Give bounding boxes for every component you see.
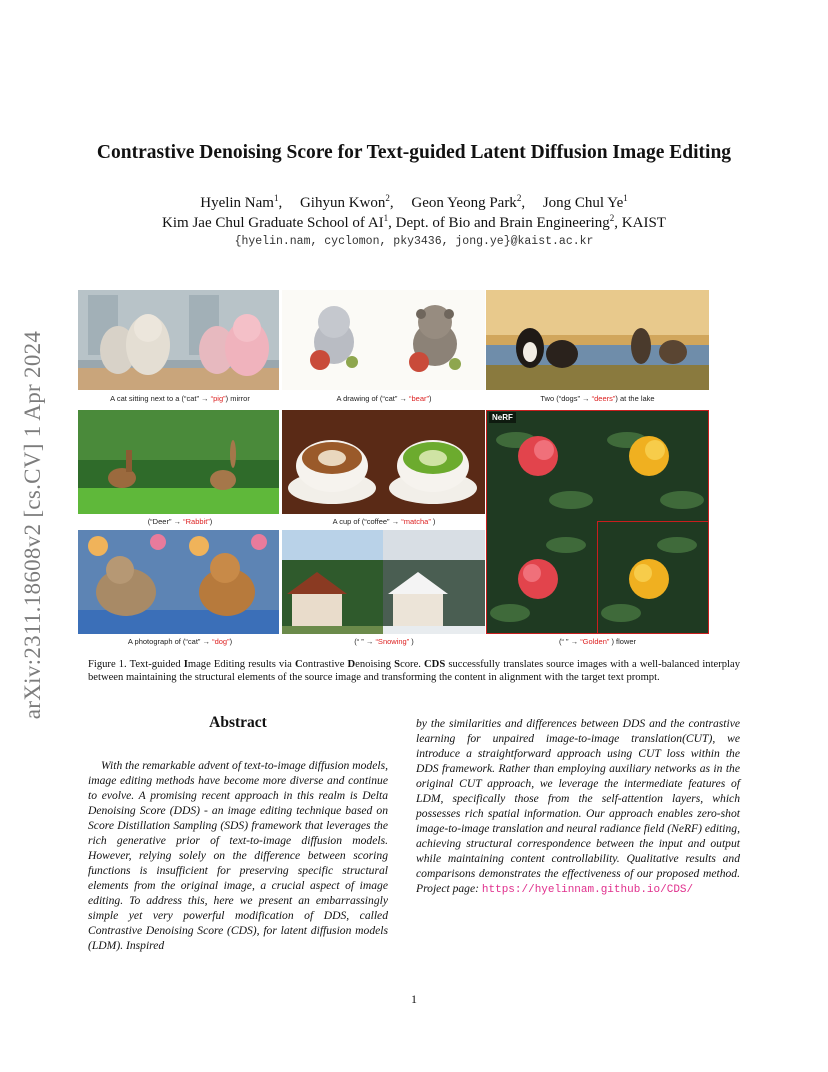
arxiv-stamp <box>8 290 58 760</box>
image-deer-source <box>78 410 180 514</box>
image-bear-drawing-edited <box>383 290 485 390</box>
image-dogs-lake-source <box>486 290 598 390</box>
figure-1 <box>78 290 709 650</box>
author: Jong Chul Ye$^1$ <box>542 193 628 211</box>
abstract-right-column: by the similarities and differences between DDS and the contrastive learning for unpaired image-to-image translation(CUT), we introduce a straightforward approach using CUT loss within the DDS framework. Rather than employing auxiliary networks as in the original CUT approach, we leverage the intermediate features of LDM, specifically those from the self-attention layers, which possesses rich spatial information. Our approach enables zero-shot image-to-image translation and neural radiance field (NeRF) editing, achieving structural correspondence between the input and output while maintaining content controllability. Qualitative results and comparisons demonstrates the effectiveness of our proposed method. Project page: https://hyelinnam.github.io/CDS/ <box>416 717 740 896</box>
abstract-left-column: With the remarkable advent of text-to-image diffusion models, image editing methods have become more diverse and continue to evolve. A promising recent approach in this realm is Delta Denoising Score (DDS) - an image editing technique based on Score Distillation Sampling (SDS) framework that leverages the rich generative prior of text-to-image diffusion models. However, relying solely on the difference between scoring functions is insufficient for preserving specific structural elements from the original image, a crucial aspect of image editing. To address this, here we present an embarrassingly simple yet very powerful modification of DDS, called Contrastive Denoising Score (CDS), for latent diffusion models (LDM). Inspired <box>88 759 388 952</box>
image-pig-edited <box>179 290 279 390</box>
caption-golden-flower: (“ ” → “Golden” ) flower <box>558 637 637 646</box>
nerf-badge: NeRF <box>489 412 516 423</box>
caption-dogs-deers: Two (“dogs” → “deers”) at the lake <box>540 394 655 403</box>
abstract-heading: Abstract <box>209 714 267 731</box>
paper-title: Contrastive Denoising Score for Text-guided Latent Diffusion Image Editing <box>96 142 732 163</box>
page-number: 1 <box>411 992 417 1006</box>
author-list <box>0 193 828 212</box>
image-matcha-edited <box>383 410 485 514</box>
caption-snowing: (“ ” → “Snowing” ) <box>354 637 414 646</box>
author-emails: {hyelin.nam, cyclomon, pky3436, jong.ye}@kaist.ac.kr <box>234 235 594 248</box>
caption-cat-dog: A photograph of (“cat” → “dog”) <box>127 637 233 646</box>
nerf-red-frame-inner <box>597 521 709 634</box>
caption-coffee-matcha: A cup of (“coffee” → “matcha” ) <box>332 517 436 526</box>
image-deers-lake-edited <box>597 290 709 390</box>
image-house-snowing-edited <box>383 530 485 634</box>
image-house-source <box>282 530 384 634</box>
affiliation: Kim Jae Chul Graduate School of $AI^1$, Dept. of Bio and Brain Engineering$^2$, KAIST <box>162 213 666 231</box>
author: Geon Yeong Park$^2$, <box>411 193 526 211</box>
author: Gihyun Kwon$^2$, <box>299 193 394 211</box>
project-page-link[interactable]: https://hyelinnam.github.io/CDS/ <box>481 884 694 896</box>
caption-cat-bear: A drawing of (“cat” → “bear”) <box>336 394 432 403</box>
image-coffee-source <box>282 410 384 514</box>
caption-deer-rabbit: (“Deer” → “Rabbit”) <box>147 517 213 526</box>
author: Hyelin Nam$^1$, <box>200 193 283 211</box>
image-cat-source <box>78 290 180 390</box>
arxiv-stamp-text: arXiv:2311.18608v2 [cs.CV] 1 Apr 2024 <box>20 330 45 720</box>
caption-cat-pig: A cat sitting next to a (“cat” → “pig”) mirror <box>110 394 250 403</box>
image-cat-drawing-source <box>282 290 384 390</box>
image-cat-photo-source <box>78 530 180 634</box>
figure-caption: Figure 1. Text-guided Image Editing results via Contrastive Denoising Score. CDS successfully translates source images with a well-balanced interplay between maintaining the structural elements of the source image and transforming the content in alignment with the target text prompt. <box>88 659 740 684</box>
image-dog-photo-edited <box>179 530 279 634</box>
image-rabbit-edited <box>179 410 279 514</box>
